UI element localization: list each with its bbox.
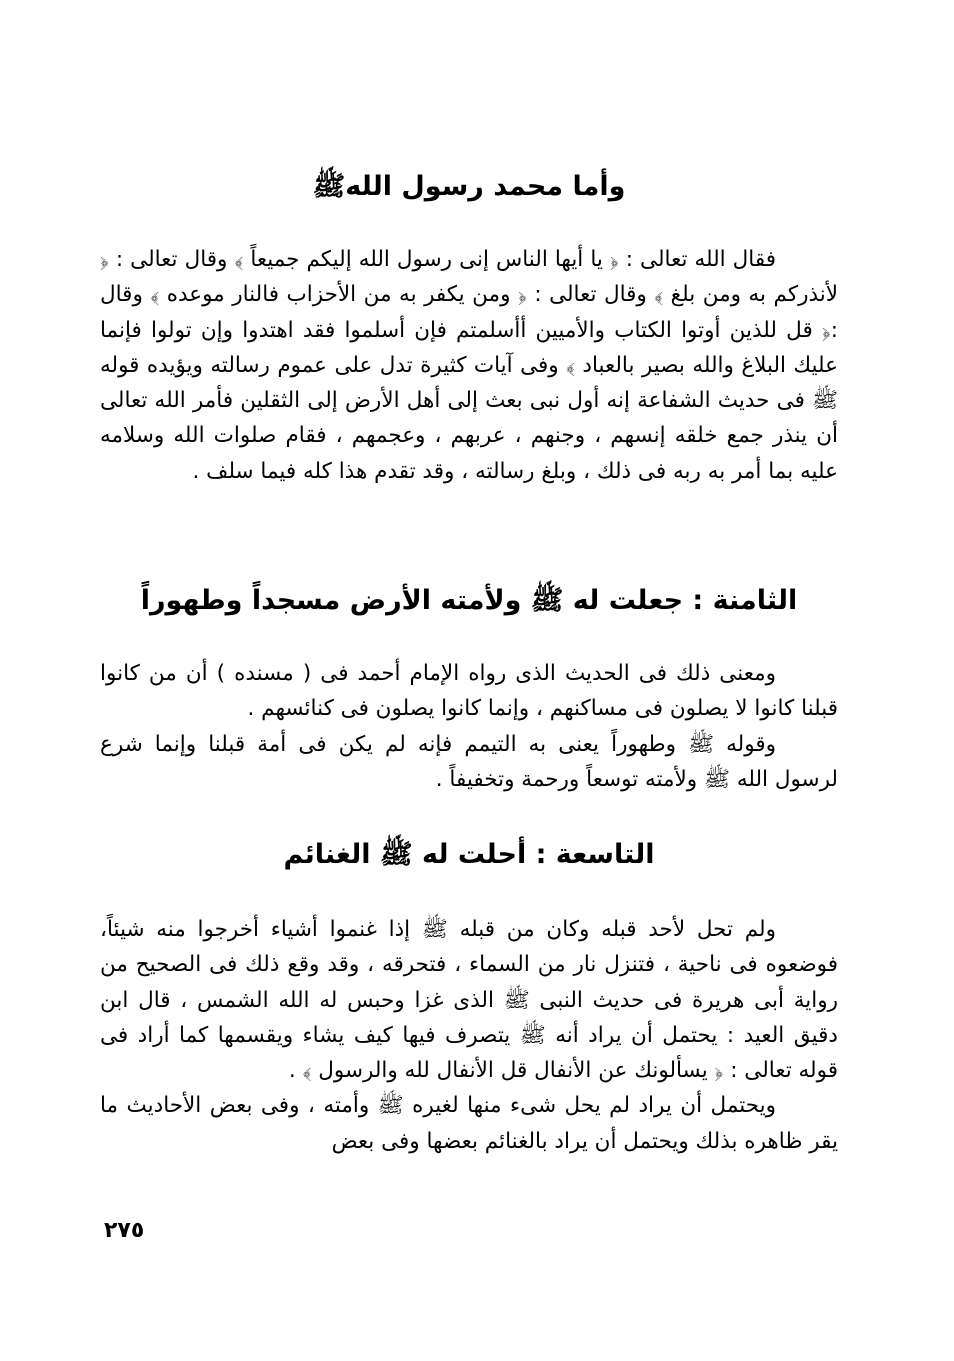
section-heading-muhammad: وأما محمد رسول اللهﷺ	[312, 171, 626, 202]
page-number: ٢٧٥	[104, 1218, 145, 1243]
section-body-eighth	[100, 656, 838, 797]
paragraph: ومعنى ذلك فى الحديث الذى رواه الإمام أحمد فى ( مسنده ) أن من كانوا قبلنا كانوا لا يصلون فى مساكنهم ، وإنما كانوا يصلون فى كنائسهم .	[100, 661, 838, 722]
paragraph: ولم تحل لأحد قبله وكان من قبله ﷺ إذا غنموا أشياء أخرجوا منه شيئاً، فوضعوه فى ناحية ، فتنزل نار من السماء ، فتحرقه ، وقد وقع ذلك فى الصحيح من رواية أبى هريرة فى حديث النبى ﷺ الذى غزا وحبس له الله الشمس ، قال ابن دقيق العيد : يحتمل أن يراد أنه ﷺ يتصرف فيها كيف يشاء ويقسمها كما أراد فى قوله تعالى : ﴿ يسألونك عن الأنفال قل الأنفال لله والرسول ﴾ .	[100, 917, 838, 1084]
paragraph: وقوله ﷺ وطهوراً يعنى به التيمم فإنه لم يكن فى أمة قبلنا وإنما شرع لرسول الله ﷺ ولأمته توسعاً ورحمة وتخفيفاً .	[100, 731, 838, 792]
paragraph: فقال الله تعالى : ﴿ يا أيها الناس إنى رسول الله إليكم جميعاً ﴾ وقال تعالى : ﴿ لأنذركم به ومن بلغ ﴾ وقال تعالى : ﴿ ومن يكفر به من الأحزاب فالنار موعده ﴾ وقال :﴿ قل للذين أوتوا الكتاب والأميين أأسلمتم فإن أسلموا فقد اهتدوا وإن تولوا فإنما عليك البلاغ والله بصير بالعباد ﴾ وفى آيات كثيرة تدل على عموم رسالته ويؤيده قوله ﷺ فى حديث الشفاعة إنه أول نبى بعث إلى أهل الأرض إلى الثقلين فأمر الله تعالى أن ينذر جمع خلقه إنسهم ، وجنهم ، عربهم ، وعجمهم ، فقام صلوات الله وسلامه عليه بما أمر به ربه فى ذلك ، وبلغ رسالته ، وقد تقدم هذا كله فيما سلف .	[100, 247, 838, 484]
section-heading-eighth: الثامنة : جعلت له ﷺ ولأمته الأرض مسجداً وطهوراً	[140, 585, 798, 616]
paragraph: ويحتمل أن يراد لم يحل شىء منها لغيره ﷺ وأمته ، وفى بعض الأحاديث ما يقر ظاهره بذلك ويحتمل أن يراد بالغنائم بعضها وفى بعض	[100, 1093, 838, 1154]
section-body-ninth	[100, 912, 838, 1159]
section-heading-ninth: التاسعة : أحلت له ﷺ الغنائم	[283, 839, 655, 870]
section-body-muhammad	[100, 242, 838, 489]
